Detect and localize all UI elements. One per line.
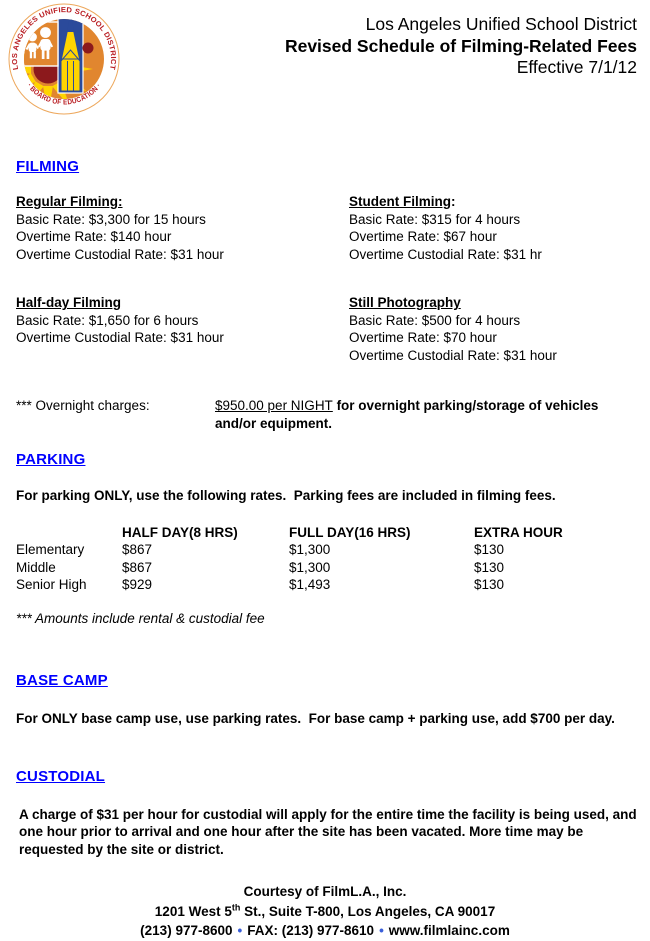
table-cell: $867 bbox=[122, 559, 153, 575]
table-cell: $929 bbox=[122, 577, 153, 592]
overnight-text bbox=[215, 397, 638, 432]
parking-rates-table bbox=[16, 524, 638, 594]
base-camp-body: For ONLY base camp use, use parking rates. For base camp + parking use, add $700 per day. bbox=[16, 711, 615, 726]
row-label: Elementary bbox=[16, 542, 85, 557]
fee-line: Basic Rate: $500 for 4 hours bbox=[349, 312, 521, 328]
bullet-separator: • bbox=[379, 923, 384, 938]
row-label: Middle bbox=[16, 559, 56, 575]
footer-fax: FAX: (213) 977-8610 bbox=[247, 923, 375, 938]
fee-block-title: Student Filming: bbox=[349, 194, 456, 209]
document-footer bbox=[0, 882, 650, 941]
column-header-full-day: FULL DAY(16 HRS) bbox=[289, 524, 411, 540]
section-heading-base-camp: BASE CAMP bbox=[16, 672, 108, 689]
section-heading-parking: PARKING bbox=[16, 451, 86, 468]
parking-note: *** Amounts include rental & custodial fee bbox=[16, 610, 265, 626]
fee-line: Overtime Custodial Rate: $31 hour bbox=[349, 347, 557, 363]
table-cell: $1,493 bbox=[289, 577, 331, 592]
overnight-charges bbox=[16, 397, 638, 432]
bullet-separator: • bbox=[237, 923, 243, 938]
fee-line: Basic Rate: $1,650 for 6 hours bbox=[16, 312, 199, 328]
footer-courtesy: Courtesy of FilmL.A., Inc. bbox=[243, 884, 407, 899]
column-header-extra-hour: EXTRA HOUR bbox=[474, 524, 563, 540]
table-cell: $1,300 bbox=[289, 559, 331, 575]
footer-phone: (213) 977-8600 bbox=[140, 923, 233, 938]
effective-date: Effective 7/1/12 bbox=[516, 57, 637, 77]
seal-ring-text-top: LOS ANGELES UNIFIED SCHOOL DISTRICT bbox=[9, 5, 119, 71]
table-cell: $130 bbox=[474, 559, 505, 575]
overnight-amount: $950.00 per NIGHT bbox=[215, 398, 333, 413]
fee-line: Overtime Custodial Rate: $31 hr bbox=[349, 246, 542, 262]
document-body bbox=[0, 157, 650, 858]
table-cell: $867 bbox=[122, 542, 153, 557]
table-cell: $130 bbox=[474, 577, 505, 592]
fee-block-student-filming bbox=[349, 193, 638, 263]
overnight-label: *** Overnight charges: bbox=[16, 398, 150, 413]
fee-line: Overtime Custodial Rate: $31 hour bbox=[16, 246, 224, 262]
fee-block-regular-filming bbox=[16, 193, 349, 263]
row-label: Senior High bbox=[16, 577, 87, 592]
seal-ring-text-bottom: · BOARD OF EDUCATION · bbox=[25, 81, 103, 107]
table-corner-cell bbox=[16, 524, 122, 542]
filming-row-2 bbox=[16, 294, 638, 364]
title-block bbox=[285, 14, 637, 79]
fee-line: Basic Rate: $315 for 4 hours bbox=[349, 211, 521, 227]
footer-website: www.filmlainc.com bbox=[388, 923, 510, 938]
table-cell: $1,300 bbox=[289, 542, 331, 557]
fee-line: Overtime Rate: $140 hour bbox=[16, 229, 172, 244]
document-header bbox=[0, 0, 650, 120]
fee-block-title: Still Photography bbox=[349, 295, 461, 310]
fee-line: Overtime Rate: $70 hour bbox=[349, 330, 497, 345]
fee-block-half-day-filming bbox=[16, 294, 349, 364]
filming-row-1 bbox=[16, 193, 638, 263]
fee-block-title: Regular Filming: bbox=[16, 194, 123, 209]
document-title: Revised Schedule of Filming-Related Fees bbox=[284, 35, 637, 56]
lausd-seal-logo bbox=[8, 3, 120, 115]
seal-red-dot bbox=[83, 43, 94, 54]
fee-block-still-photography bbox=[349, 294, 638, 364]
fee-line: Overtime Rate: $67 hour bbox=[349, 229, 497, 244]
fee-line: Overtime Custodial Rate: $31 hour bbox=[16, 330, 224, 345]
column-header-half-day: HALF DAY(8 HRS) bbox=[122, 524, 238, 540]
custodial-body: A charge of $31 per hour for custodial will apply for the entire time the facility is being used, and one hour prior to arrival and one hour after the site has been vacated. More time may be requested by the site or district. bbox=[19, 806, 637, 857]
footer-contact bbox=[0, 921, 650, 941]
overnight-description: for overnight parking/storage of vehicles and/or equipment. bbox=[215, 398, 599, 431]
footer-address: 1201 West 5th St., Suite T-800, Los Angeles, CA 90017 bbox=[154, 902, 496, 919]
org-name: Los Angeles Unified School District bbox=[365, 14, 637, 34]
section-heading-filming: FILMING bbox=[16, 158, 80, 175]
fee-line: Basic Rate: $3,300 for 15 hours bbox=[16, 211, 206, 227]
fee-block-title: Half-day Filming bbox=[16, 295, 122, 310]
table-cell: $130 bbox=[474, 542, 505, 557]
section-heading-custodial: CUSTODIAL bbox=[16, 767, 106, 785]
ordinal-suffix: th bbox=[231, 902, 241, 912]
parking-intro: For parking ONLY, use the following rates. Parking fees are included in filming fees. bbox=[16, 488, 556, 503]
